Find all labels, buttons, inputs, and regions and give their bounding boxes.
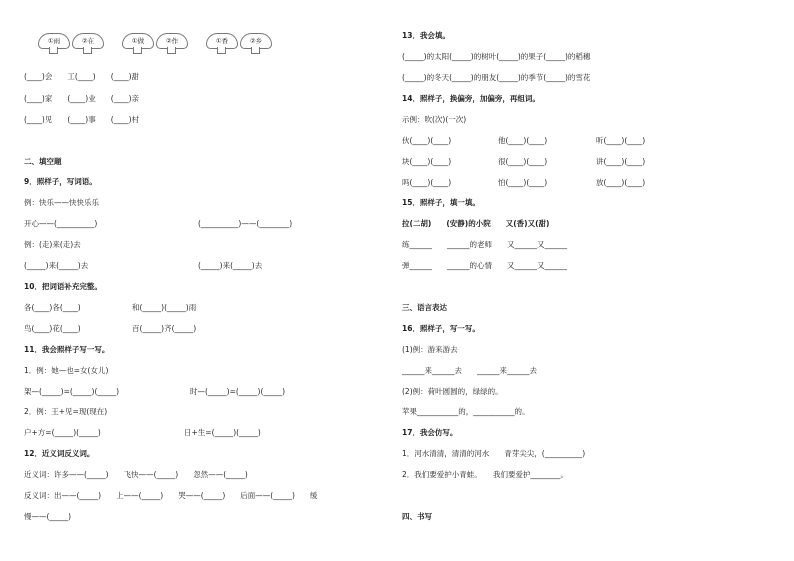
- q11-example-2: 2．例：王+见=现(现在): [24, 407, 108, 416]
- q9-title: 9．照样子，写词语。: [24, 177, 97, 186]
- section-3-title: 三、语言表达: [402, 303, 447, 312]
- q15-example: 拉(二胡) (安静)的小院 又(香)又(甜): [402, 219, 550, 228]
- mushroom-6: ②乡: [240, 33, 270, 53]
- top-row-1: (____)会 工(____) (____)甜: [24, 72, 140, 81]
- mushroom-3: ①做: [122, 33, 152, 53]
- q11-line-2b: 日+生=(_____)(_____): [184, 428, 261, 437]
- mushroom-5: ①香: [206, 33, 236, 53]
- mushroom-4: ②作: [156, 33, 186, 53]
- top-row-2: (____)家 (____)业 (____)亲: [24, 94, 140, 103]
- q15-title: 15．照样子，填一填。: [402, 198, 480, 207]
- q10-title: 10．把词语补充完整。: [24, 282, 102, 291]
- top-row-3: (____)见 (____)事 (____)村: [24, 115, 140, 124]
- q9-line-2a: (_____)来(_____)去: [24, 261, 89, 270]
- q14-item: 吗(____)(____): [402, 178, 452, 187]
- q14-item: 讲(____)(____): [596, 157, 646, 166]
- q11-line-1a: 架—(_____)=(_____)(_____): [24, 387, 120, 396]
- q13-title: 13．我会填。: [402, 31, 450, 40]
- q14-title: 14．照样子，换偏旁，加偏旁，再组词。: [402, 94, 540, 103]
- q16-line-1: ______来______去 ______来______去: [402, 366, 537, 375]
- q9-line-2b: (_____)来(_____)去: [198, 261, 263, 270]
- q14-item: 听(____)(____): [596, 136, 646, 145]
- q10-line-1a: 各(____)各(____): [24, 303, 81, 312]
- q14-item: 放(____)(____): [596, 178, 646, 187]
- q9-line-1a: 开心——(__________): [24, 219, 98, 228]
- q14-item: 伙(____)(____): [402, 136, 452, 145]
- q16-example-1: (1)例：游来游去: [402, 345, 458, 354]
- q14-item: 块(____)(____): [402, 157, 452, 166]
- q13-line-2: (_____)的冬天(_____)的朋友(_____)的季节(_____)的雪花: [402, 73, 591, 82]
- q10-line-2a: 鸟(____)花(____): [24, 324, 81, 333]
- q12-antonyms: 反义词：出——(_____) 上——(_____) 哭——(_____) 后面——(_____) 缓: [24, 491, 318, 500]
- q17-title: 17．我会仿写。: [402, 428, 458, 437]
- section-4-title: 四、书写: [402, 512, 432, 521]
- mushroom-2: ②在: [72, 33, 102, 53]
- q11-line-1b: 时—(_____)=(_____)(_____): [190, 387, 286, 396]
- q17-line-1: 1．河水清清，清清的河水 青芽尖尖，(__________): [402, 449, 586, 458]
- q11-example-1: 1．例：她—也=女(女儿): [24, 366, 109, 375]
- section-2-title: 二、填空题: [24, 157, 62, 166]
- q14-item: 很(____)(____): [498, 157, 548, 166]
- q9-line-1b: (__________)——(________): [198, 219, 293, 228]
- q14-item: 怕(____)(____): [498, 178, 548, 187]
- q14-item: 他(____)(____): [498, 136, 548, 145]
- q11-title: 11．我会照样子写一写。: [24, 345, 110, 354]
- q17-line-2: 2．我们要爱护小青蛙。 我们要爱护________。: [402, 470, 569, 479]
- q12-antonyms-cont: 慢——(_____): [24, 512, 72, 521]
- q10-line-1b: 和(_____)(_____)雨: [132, 303, 197, 312]
- q15-line-2: 弹______ ______的心情 又______又______: [402, 261, 567, 270]
- q9-example-1: 例：快乐——快快乐乐: [24, 198, 99, 207]
- q15-line-1: 练______ ______的老师 又______又______: [402, 240, 567, 249]
- q14-example: 示例：吹(次)(一次): [402, 115, 467, 124]
- q11-line-2a: 户+方=(_____)(_____): [24, 428, 101, 437]
- q16-line-2: 苹果___________的，___________的。: [402, 407, 530, 416]
- q9-example-2: 例：(走)来(走)去: [24, 240, 81, 249]
- q10-line-2b: 百(_____)齐(_____): [132, 324, 197, 333]
- q12-title: 12．近义词反义词。: [24, 449, 95, 458]
- q16-example-2: (2)例：荷叶圆圆的，绿绿的。: [402, 387, 503, 396]
- mushroom-1: ①雨: [38, 33, 68, 53]
- q12-synonyms: 近义词：许多——(_____) 飞快——(_____) 忽然——(_____): [24, 470, 248, 479]
- q16-title: 16．照样子，写一写。: [402, 324, 480, 333]
- q13-line-1: (_____)的太阳(_____)的树叶(_____)的果子(_____)的稻穗: [402, 52, 591, 61]
